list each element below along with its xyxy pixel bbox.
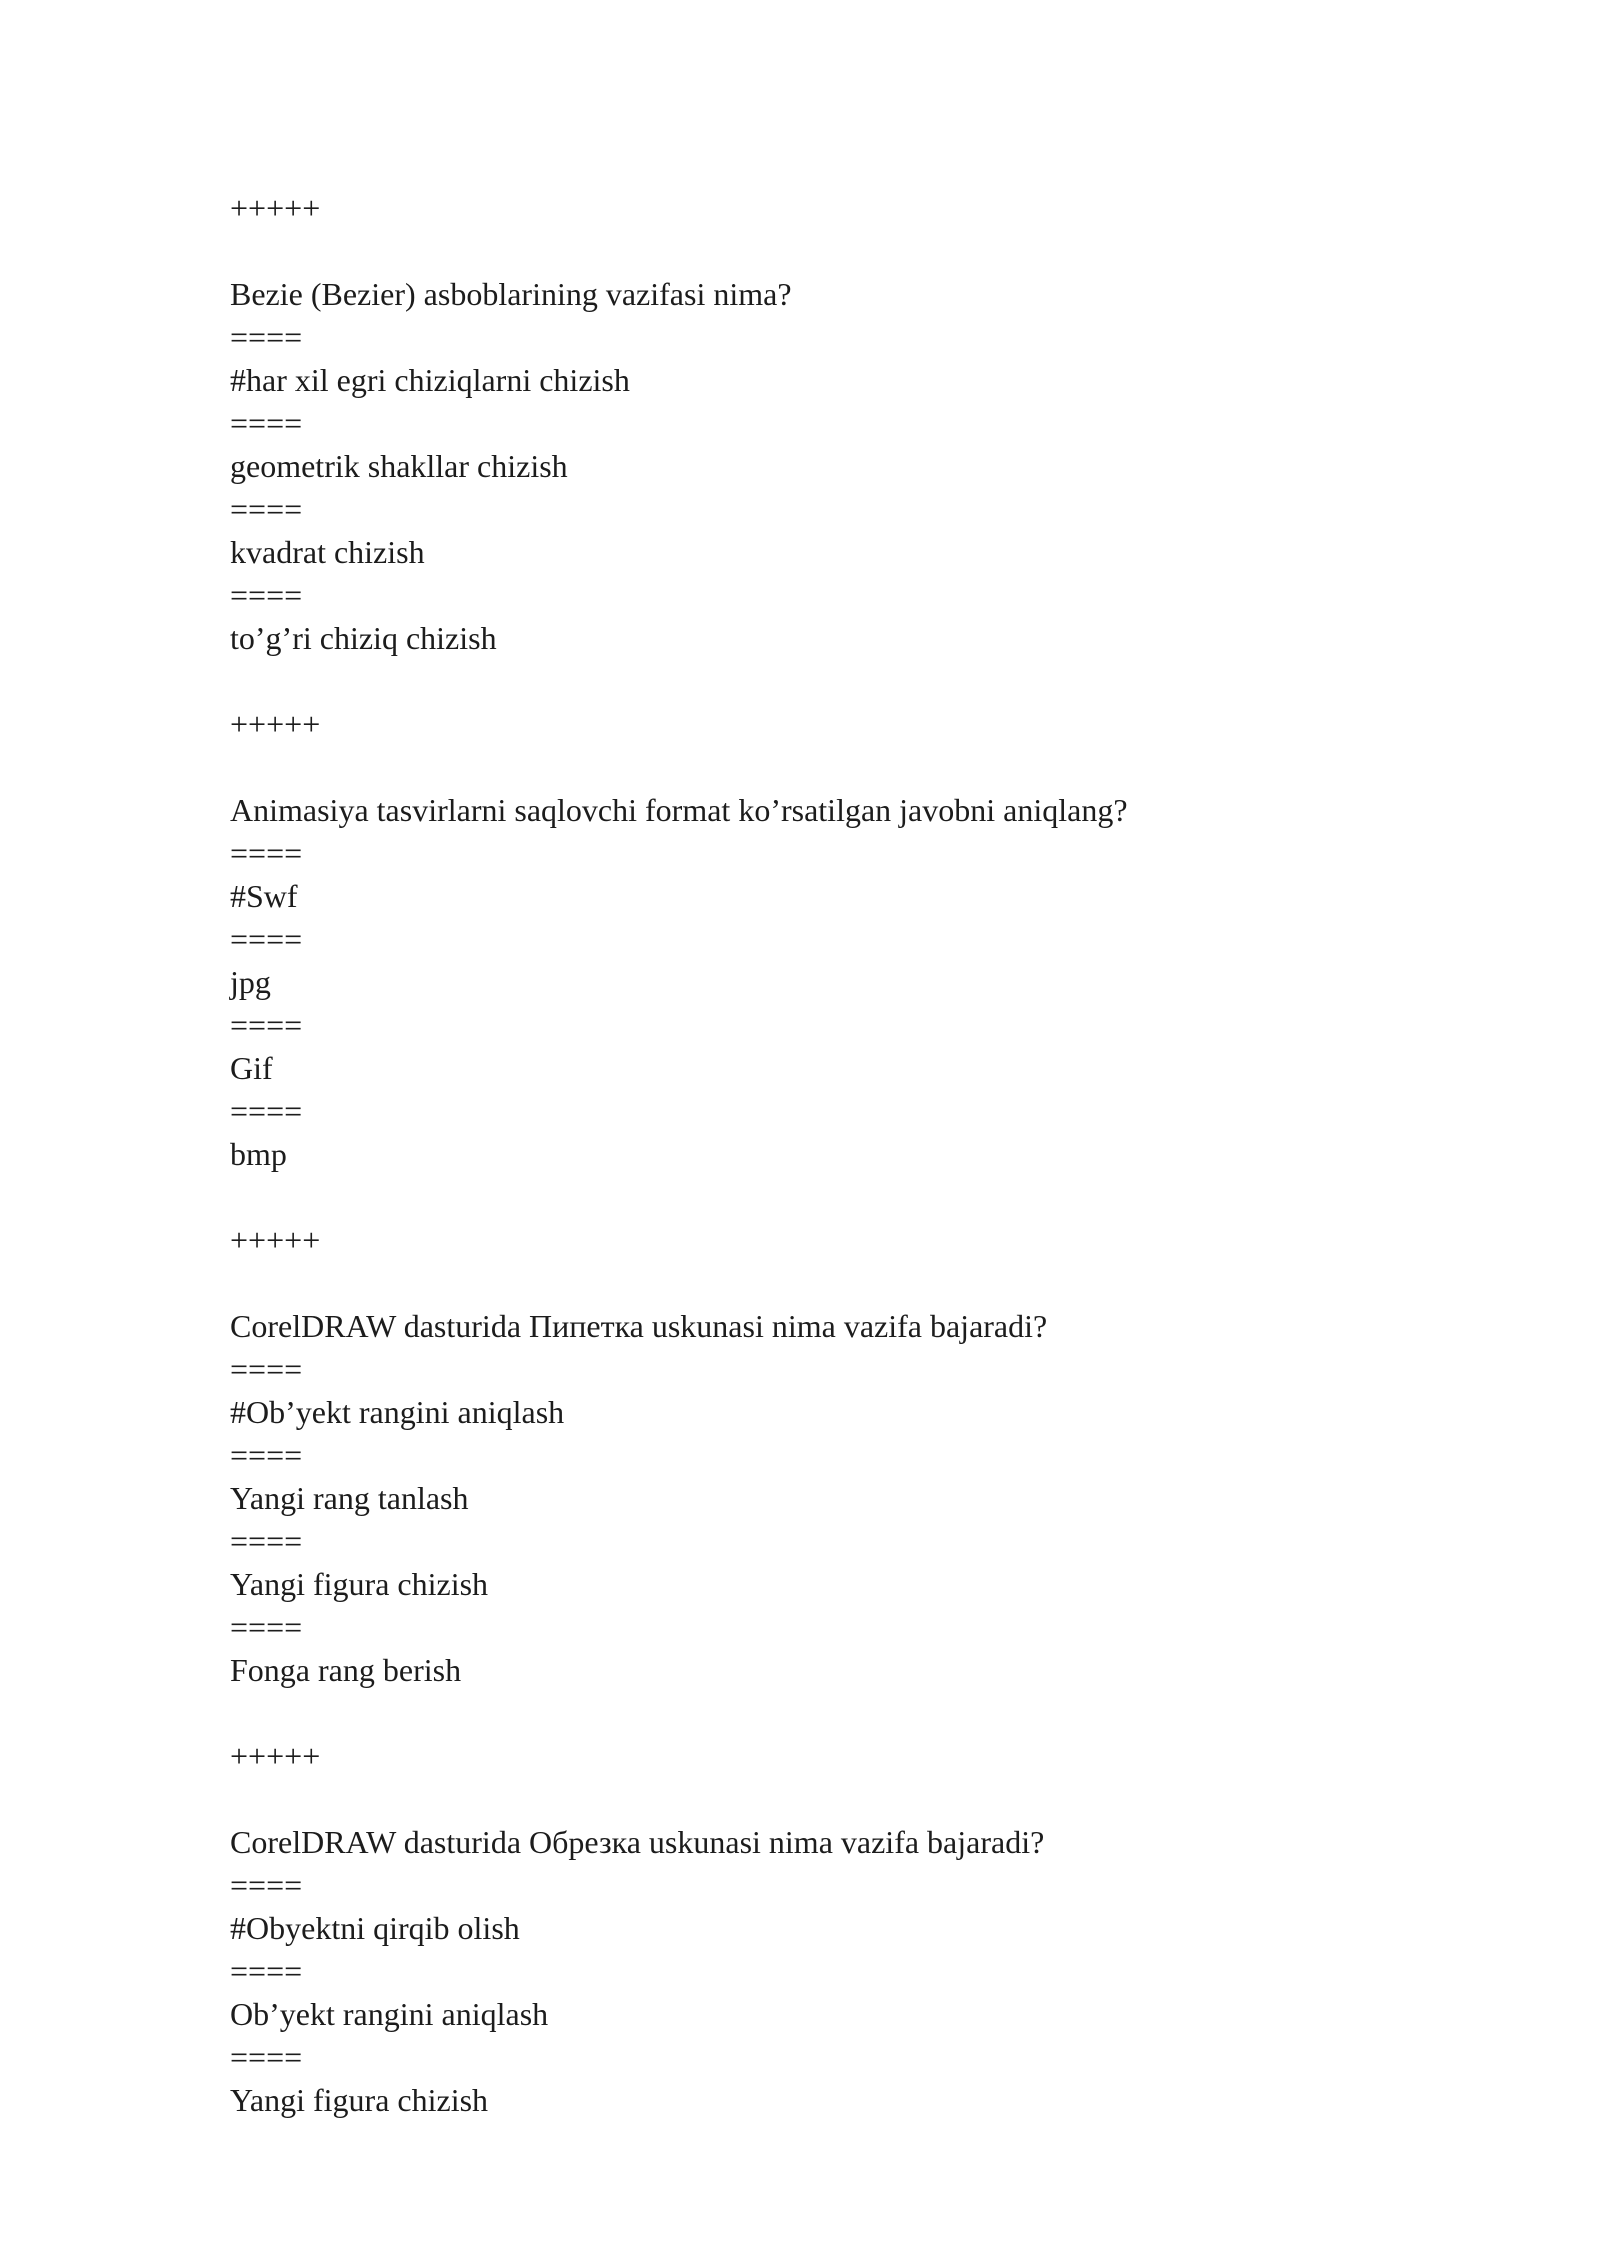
block-separator: +++++ <box>230 190 321 226</box>
blank-line <box>230 660 1430 703</box>
option-divider: ==== <box>230 1523 303 1559</box>
blank-line <box>230 746 1430 789</box>
answer-option: Fonga rang berish <box>230 1652 462 1688</box>
option-divider: ==== <box>230 1351 303 1387</box>
block-separator: +++++ <box>230 1738 321 1774</box>
question-text: CorelDRAW dasturida Пипетка uskunasi nima vazifa bajaradi? <box>230 1308 1048 1344</box>
option-divider: ==== <box>230 835 303 871</box>
answer-option: Ob’yekt rangini aniqlash <box>230 1996 549 2032</box>
block-separator: +++++ <box>230 706 321 742</box>
option-divider: ==== <box>230 577 303 613</box>
question-text: CorelDRAW dasturida Обрезка uskunasi nima vazifa bajaradi? <box>230 1824 1045 1860</box>
option-divider: ==== <box>230 1867 303 1903</box>
option-divider: ==== <box>230 2039 303 2075</box>
answer-option-correct: #Ob’yekt rangini aniqlash <box>230 1394 565 1430</box>
document-body <box>230 187 1430 2122</box>
blank-line <box>230 1692 1430 1735</box>
question-block <box>230 1219 1430 1735</box>
question-block <box>230 1735 1430 2122</box>
answer-option-correct: #Swf <box>230 878 298 914</box>
answer-option: to’g’ri chiziq chizish <box>230 620 497 656</box>
blank-line <box>230 1176 1430 1219</box>
answer-option: Yangi figura chizish <box>230 1566 489 1602</box>
question-text: Bezie (Bezier) asboblarining vazifasi nima? <box>230 276 792 312</box>
answer-option-correct: #har xil egri chiziqlarni chizish <box>230 362 630 398</box>
answer-option: Yangi rang tanlash <box>230 1480 469 1516</box>
answer-option: Yangi figura chizish <box>230 2082 489 2118</box>
answer-option: Gif <box>230 1050 273 1086</box>
option-divider: ==== <box>230 319 303 355</box>
answer-option: bmp <box>230 1136 287 1172</box>
blank-line <box>230 1262 1430 1305</box>
option-divider: ==== <box>230 1093 303 1129</box>
option-divider: ==== <box>230 1437 303 1473</box>
answer-option-correct: #Obyektni qirqib olish <box>230 1910 520 1946</box>
answer-option: jpg <box>230 964 271 1000</box>
question-text: Animasiya tasvirlarni saqlovchi format ko’rsatilgan javobni aniqlang? <box>230 792 1128 828</box>
blank-line <box>230 1778 1430 1821</box>
block-separator: +++++ <box>230 1222 321 1258</box>
option-divider: ==== <box>230 1609 303 1645</box>
question-block <box>230 703 1430 1219</box>
option-divider: ==== <box>230 921 303 957</box>
option-divider: ==== <box>230 405 303 441</box>
option-divider: ==== <box>230 1007 303 1043</box>
answer-option: kvadrat chizish <box>230 534 425 570</box>
question-block <box>230 187 1430 703</box>
blank-line <box>230 230 1430 273</box>
option-divider: ==== <box>230 491 303 527</box>
option-divider: ==== <box>230 1953 303 1989</box>
answer-option: geometrik shakllar chizish <box>230 448 568 484</box>
